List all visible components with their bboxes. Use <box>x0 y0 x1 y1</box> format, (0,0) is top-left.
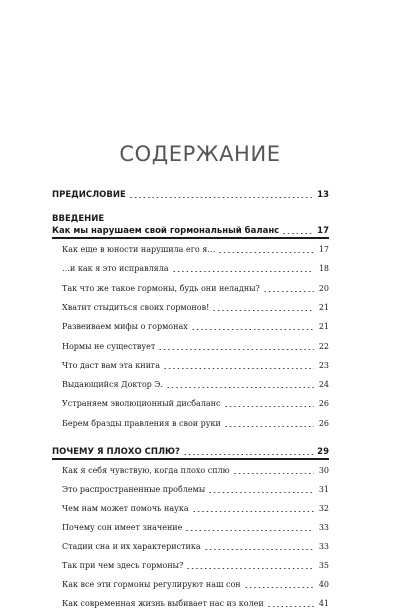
toc-entry-label: Чем нам может помочь наука <box>62 504 189 513</box>
leader-dots <box>224 426 314 427</box>
leader-dots <box>208 492 314 493</box>
toc-entry-label: Хватит стыдиться своих гормонов! <box>62 303 210 312</box>
toc-entry-label: Почему сон имеет значение <box>62 523 183 532</box>
toc-entry-page: 26 <box>318 419 329 428</box>
toc-entry-page: 13 <box>317 190 329 200</box>
toc-entry[interactable] <box>62 376 329 390</box>
toc-entry-page: 17 <box>318 245 329 254</box>
leader-dots <box>158 349 314 350</box>
toc-entry-preface[interactable] <box>52 186 329 200</box>
leader-dots <box>224 406 315 407</box>
toc-entry-label: Как современная жизнь выбивает нас из колеи <box>62 599 264 608</box>
leader-dots <box>192 511 314 512</box>
leader-dots <box>166 387 314 388</box>
toc-entry-label: Устраняем эволюционный дисбаланс <box>62 399 221 408</box>
toc-entry-page: 40 <box>318 580 329 589</box>
toc-entry-page: 23 <box>318 361 329 370</box>
toc-entry-page: 30 <box>318 466 329 475</box>
toc-entry-page: 26 <box>318 399 329 408</box>
toc-entry-page: 33 <box>318 523 329 532</box>
toc-entry-page: 22 <box>318 342 329 351</box>
section-rule <box>52 458 329 460</box>
toc-entry-page: 41 <box>318 599 329 608</box>
toc-entry[interactable] <box>62 519 329 533</box>
leader-dots <box>129 197 314 198</box>
toc-entry-label: ПОЧЕМУ Я ПЛОХО СПЛЮ? <box>52 447 180 457</box>
leader-dots <box>263 291 314 292</box>
toc-entry-page: 31 <box>318 485 329 494</box>
toc-entry-label: Как еще в юности нарушила его я… <box>62 245 216 254</box>
toc-entry-label: Выдающийся Доктор Э. <box>62 380 163 389</box>
toc-entry-label: Это распространенные проблемы <box>62 485 206 494</box>
leader-dots <box>185 530 314 531</box>
toc-entry-page: 21 <box>318 303 329 312</box>
toc-entry-label: Как мы нарушаем свой гормональный баланс <box>52 226 280 236</box>
toc-entry-page: 17 <box>317 226 329 236</box>
toc-entry-label: Нормы не существует <box>62 342 156 351</box>
toc-entry-label: Так что же такое гормоны, будь они неладны? <box>62 284 260 293</box>
toc-entry[interactable] <box>62 576 329 590</box>
toc-entry[interactable] <box>62 299 329 313</box>
toc-entry-page: 35 <box>318 561 329 570</box>
toc-entry[interactable] <box>62 357 329 371</box>
leader-dots <box>186 568 314 569</box>
leader-dots <box>183 454 314 455</box>
toc-entry-page: 21 <box>318 322 329 331</box>
toc-entry[interactable] <box>62 395 329 409</box>
leader-dots <box>233 473 314 474</box>
toc-entry[interactable] <box>62 481 329 495</box>
toc-entry-page: 33 <box>318 542 329 551</box>
leader-dots <box>163 368 314 369</box>
toc-entry-label: Как я себя чувствую, когда плохо сплю <box>62 466 230 475</box>
toc-entry-label: …и как я это исправляла <box>62 264 169 273</box>
toc-entry-label: Развеиваем мифы о гормонах <box>62 322 188 331</box>
toc-entry[interactable] <box>62 462 329 476</box>
toc-entry-label: Берем бразды правления в свои руки <box>62 419 221 428</box>
toc-entry-intro-first[interactable] <box>52 222 329 236</box>
toc-entry[interactable] <box>62 557 329 571</box>
toc-entry-page: 20 <box>318 284 329 293</box>
leader-dots <box>267 606 314 607</box>
toc-entry[interactable] <box>62 500 329 514</box>
leader-dots <box>244 587 314 588</box>
toc-entry-chapter1[interactable] <box>52 443 329 457</box>
toc-entry[interactable] <box>62 280 329 294</box>
toc-entry-label: ПРЕДИСЛОВИЕ <box>52 190 126 200</box>
toc-entry-page: 18 <box>318 264 329 273</box>
section-rule <box>52 237 329 239</box>
leader-dots <box>282 233 314 234</box>
toc-entry[interactable] <box>62 338 329 352</box>
page-title: СОДЕРЖАНИЕ <box>119 142 281 166</box>
toc-entry[interactable] <box>62 241 329 255</box>
toc-entry-label: Что даст вам эта книга <box>62 361 160 370</box>
toc-entry-page: 24 <box>318 380 329 389</box>
toc-entry-page: 32 <box>318 504 329 513</box>
leader-dots <box>218 252 314 253</box>
toc-entry[interactable] <box>62 260 329 274</box>
leader-dots <box>172 271 314 272</box>
toc-entry[interactable] <box>62 318 329 332</box>
toc-entry[interactable] <box>62 415 329 429</box>
leader-dots <box>191 329 314 330</box>
section-heading-intro: ВВЕДЕНИЕ <box>52 214 105 224</box>
toc-entry[interactable] <box>62 595 329 609</box>
toc-entry-label: Как все эти гормоны регулируют наш сон <box>62 580 241 589</box>
toc-entry[interactable] <box>62 538 329 552</box>
leader-dots <box>212 310 314 311</box>
toc-entry-page: 29 <box>317 447 329 457</box>
toc-entry-label: Так при чем здесь гормоны? <box>62 561 184 570</box>
leader-dots <box>204 549 314 550</box>
toc-entry-label: Стадии сна и их характеристика <box>62 542 201 551</box>
